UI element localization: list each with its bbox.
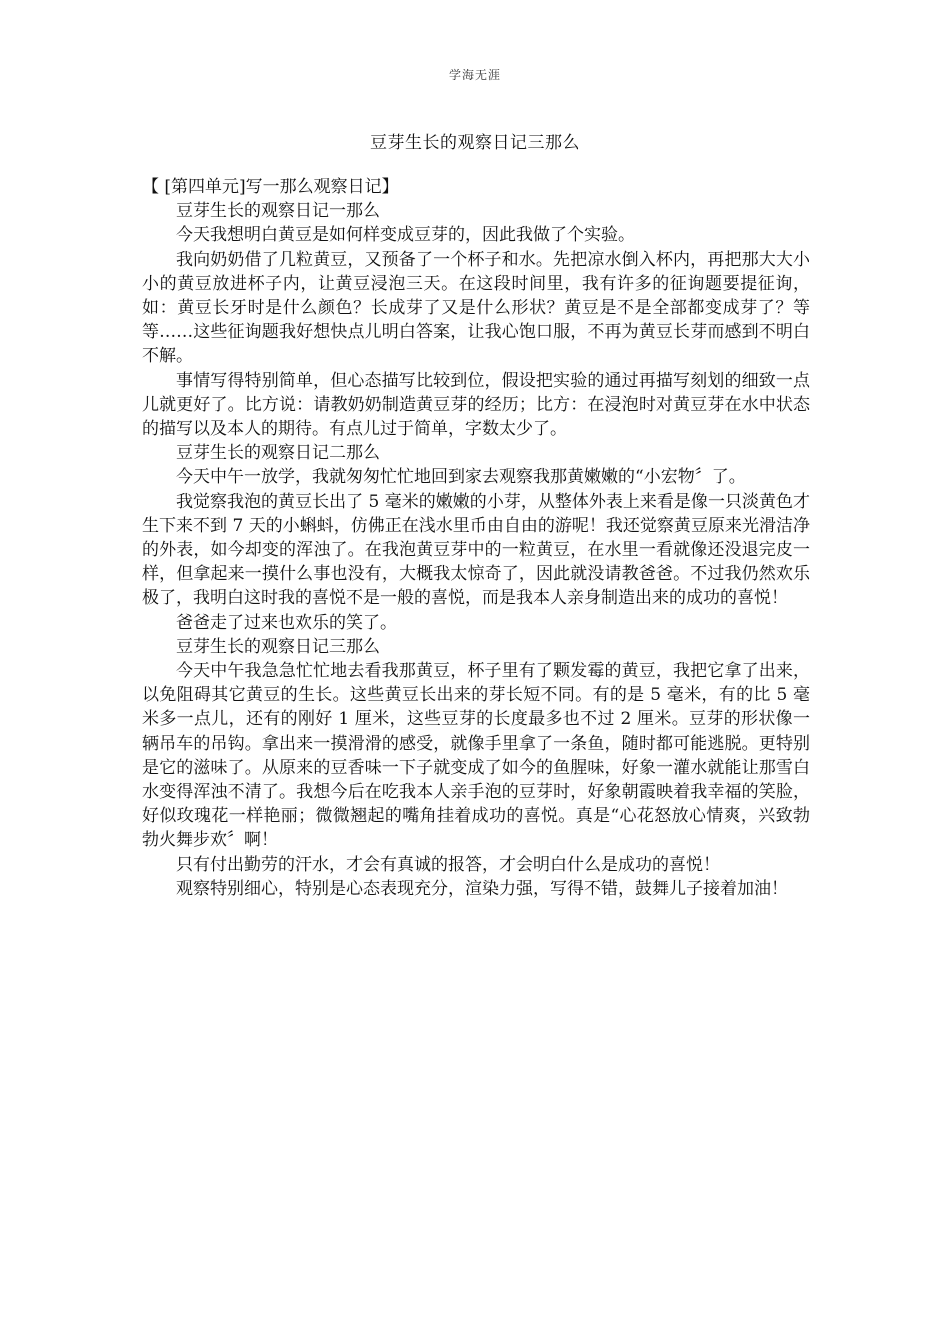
- diary-heading-1: 豆芽生长的观察日记一那么: [176, 201, 380, 222]
- document-title: 豆芽生长的观察日记三那么: [370, 133, 580, 153]
- paragraph: 今天中午我急急忙忙地去看我那黄豆，杯子里有了颗发霉的黄豆，我把它拿了出来，以免阻碍其它黄豆的生长。这些黄豆长出来的芽长短不同。有的是 5 毫米，有的比 5 毫米多一点儿，还有的刚好 1 厘米，这些豆芽的长度最多也不过 2 厘米。豆芽的形状像一辆吊车的吊钩。拿出来一摸滑滑的感受，就像手里拿了一条鱼，随时都可能逃脱。更特别是它的滋味了。从原来的豆香味一下子就变成了如今的鱼腥味，好象一灌水就能让那雪白水变得浑浊不清了。我想今后在吃我本人亲手泡的豆芽时，好象朝霞映着我幸福的笑脸，好似玫瑰花一样艳丽；微微翘起的嘴角挂着成功的喜悦。真是“心花怒放心情爽，兴致勃勃火舞步欢〞啊！: [142, 661, 810, 851]
- paragraph: 今天中午一放学，我就匆匆忙忙地回到家去观察我那黄嫩嫩的“小宏物〞了。: [176, 467, 746, 488]
- paragraph: 爸爸走了过来也欢乐的笑了。: [176, 612, 397, 633]
- teacher-comment: 事情写得特别简单，但心态描写比较到位，假设把实验的通过再描写刻划的细致一点儿就更好了。比方说：请教奶奶制造黄豆芽的经历；比方：在浸泡时对黄豆芽在水中状态的描写以及本人的期待。有点儿过于简单，字数太少了。: [142, 370, 810, 440]
- paragraph: 我向奶奶借了几粒黄豆，又预备了一个杯子和水。先把凉水倒入杯内，再把那大大小小的黄豆放进杯子内，让黄豆浸泡三天。在这段时间里，我有许多的征询题要提征询，如：黄豆长牙时是什么颜色？长成芽了又是什么形状？黄豆是不是全部都变成芽了？等等……这些征询题我好想快点儿明白答案，让我心饱口服，不再为黄豆长芽而感到不明白不解。: [142, 249, 810, 367]
- document-body: [142, 175, 810, 901]
- teacher-comment: 观察特别细心，特别是心态表现充分，渲染力强，写得不错，鼓舞儿子接着加油！: [176, 878, 788, 899]
- paragraph: 我觉察我泡的黄豆长出了 5 毫米的嫩嫩的小芽，从整体外表上来看是像一只淡黄色才生下来不到 7 天的小蝌蚪，仿佛正在浅水里币由自由的游呢！我还觉察黄豆原来光滑洁净的外表，如今却变的浑浊了。在我泡黄豆芽中的一粒黄豆，在水里一看就像还没退完皮一样，但拿起来一摸什么事也没有，大概我太惊奇了，因此就没请教爸爸。不过我仍然欢乐极了，我明白这时我的喜悦不是一般的喜悦，而是我本人亲身制造出来的成功的喜悦！: [142, 491, 810, 609]
- paragraph: 今天我想明白黄豆是如何样变成豆芽的，因此我做了个实验。: [176, 225, 635, 246]
- unit-heading: 【 [第四单元]写一那么观察日记】: [142, 177, 399, 197]
- diary-heading-3: 豆芽生长的观察日记三那么: [176, 636, 380, 657]
- paragraph: 只有付出勤劳的汗水，才会有真诚的报答，才会明白什么是成功的喜悦！: [176, 854, 720, 875]
- diary-heading-2: 豆芽生长的观察日记二那么: [176, 443, 380, 464]
- page-header: 学海无涯: [448, 68, 501, 82]
